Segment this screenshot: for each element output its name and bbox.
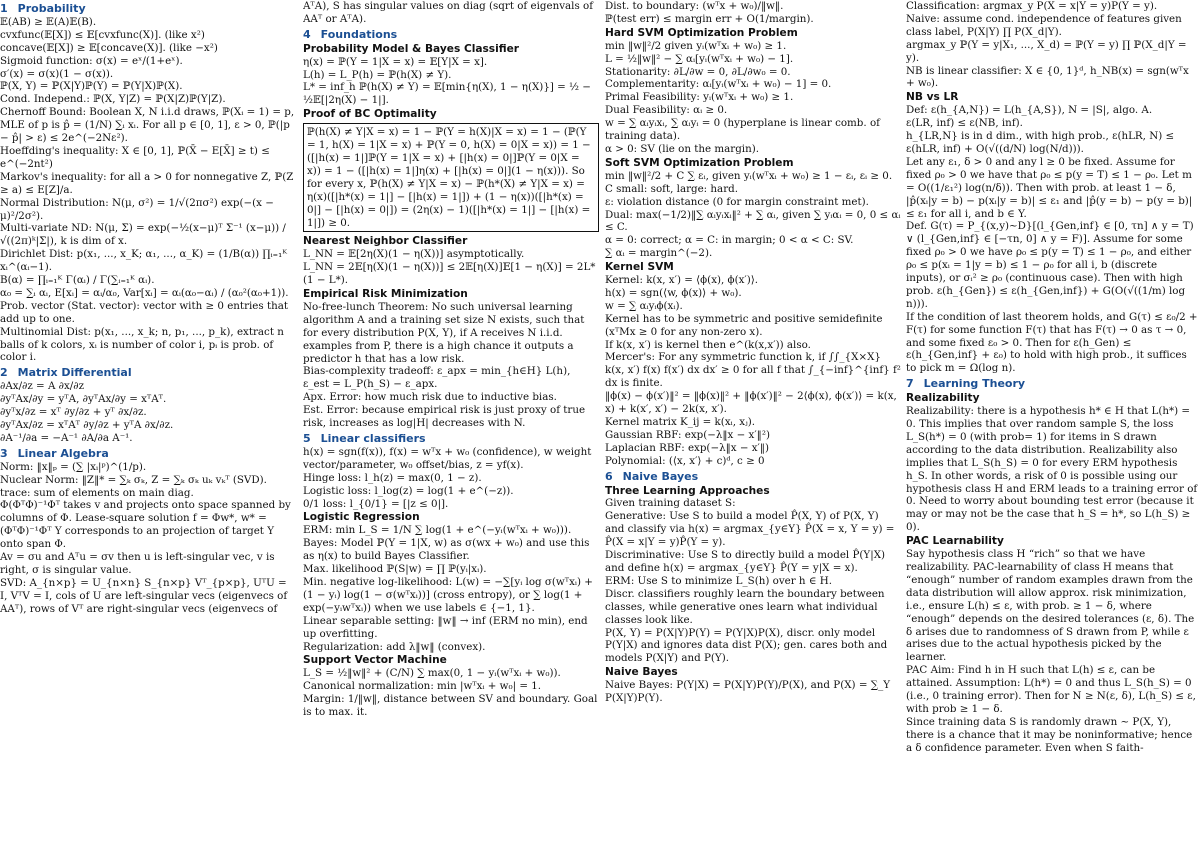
text-line: α₀ = ∑ᵢ αᵢ, E[xᵢ] = αᵢ/α₀, Var[xᵢ] = αᵢ(α₀−αᵢ) / (α₀²(α₀+1)).	[0, 286, 289, 299]
text-line: L = ½‖w‖² − ∑ αᵢ[yᵢ(wᵀxᵢ + w₀) − 1].	[605, 52, 794, 65]
section-heading	[0, 3, 296, 16]
text-line: Since training data S is randomly drawn ∼ P(X, Y), there is a chance that it may be noninformative; hence a δ confidence parameter. Even when S faith-	[906, 715, 1193, 754]
text-line: Let any ε₁, δ > 0 and any l ≥ 0 be fixed. Assume for fixed ρ₀ > 0 we have that ρ₀ ≤ p(y = T) ≤ 1 − ρ₀. Let m = O((1/ε₁²) log(n/δ)). Then with prob. at least 1 − δ, |p̂(xᵢ|y = b) − p(xᵢ|y = b)| ≤ ε₁ and |p̂(y = b) − p(y = b)| ≤ ε₁ for all i, and b ∈ Y.	[906, 155, 1193, 220]
text-line: concave(𝔼[X]) ≥ 𝔼[concave(X)]. (like −x²)	[0, 41, 218, 54]
subsection-heading: Support Vector Machine	[303, 654, 447, 667]
subsection-heading: Proof of BC Optimality	[303, 108, 437, 121]
text-line: Kernel matrix K_ij = k(xᵢ, xⱼ).	[605, 416, 756, 428]
section-number: 2	[0, 366, 8, 380]
text-line: Say hypothesis class H “rich” so that we have realizability. PAC-learnability of class H means that “enough” number of random examples drawn from the data distribution will allow approx. risk minimization, i.e., ensure L(h) ≤ ε, with prob. ≥ 1 − δ, where “enough” depends on the desired tolerances (ε, δ). The δ arises due to randomness of S drawn from P, while ε arises due to the actual hypothesis picked by the learner.	[906, 548, 1195, 664]
subsection-heading: Realizability	[906, 392, 980, 405]
section-title: Naive Bayes	[622, 469, 699, 483]
text-line: Gaussian RBF: exp(−λ‖x − x′‖²)	[605, 428, 770, 441]
column-1	[0, 0, 296, 849]
text-line: α > 0: SV (lie on the margin).	[605, 142, 760, 155]
text-line: min ‖w‖²/2 + C ∑ εᵢ, given yᵢ(wᵀxᵢ + w₀) ≥ 1 − εᵢ, εᵢ ≥ 0.	[605, 169, 893, 182]
text-line: Canonical normalization: min |wᵀxᵢ + w₀| = 1.	[303, 680, 542, 693]
text-line: ∂yᵀAx/∂z = xᵀAᵀ ∂y/∂z + yᵀA ∂x/∂z.	[0, 419, 174, 431]
text-line: Bias-complexity tradeoff: ε_apx = min_{h∈H} L(h), ε_est = L_P(h_S) − ε_apx.	[303, 365, 571, 391]
section-number: 5	[303, 432, 311, 445]
text-line: Est. Error: because empirical risk is just proxy of true risk, increases as log|H| decreases with N.	[303, 404, 586, 430]
text-line: Discr. classifiers roughly learn the boundary between classes, while generative ones learn what individual classes look like.	[605, 587, 885, 626]
text-line: Naive: assume cond. independence of features given class label, P(X|Y) ∏ P(X_d|Y).	[906, 12, 1182, 38]
text-line: argmax_y ℙ(Y = y|X₁, ..., X_d) = ℙ(Y = y) ∏ ℙ(X_d|Y = y).	[906, 38, 1187, 64]
subsection-heading: Logistic Regression	[303, 511, 420, 524]
text-line: PAC Aim: Find h in H such that L(h) ≤ ε, can be attained. Assumption: L(h*) = 0 and thus L_S(h_S) = 0 (i.e., 0 training error). Then for N ≥ N(ε, δ), L(h_S) ≤ ε, with prob ≥ 1 − δ.	[906, 664, 1196, 715]
text-line: Normal Distribution: N(μ, σ²) = 1/√(2πσ²) exp(−(x − μ)²/2σ²).	[0, 196, 274, 222]
text-line: Dist. to boundary: (wᵀx + w₀)/‖w‖.	[605, 0, 784, 12]
subsection-heading: Nearest Neighbor Classifier	[303, 235, 468, 248]
text-line: Discriminative: Use S to directly build a model P̂(Y|X) and define h(x) = argmax_{y∈Y} P̂(Y = y|X = x).	[605, 549, 886, 574]
text-line: Dual Feasibility: αᵢ ≥ 0.	[605, 104, 728, 117]
text-line: ∑ αᵢ = margin^(−2).	[605, 247, 713, 260]
text-line: ∂A⁻¹/∂a = −A⁻¹ ∂A/∂a A⁻¹.	[0, 431, 133, 444]
section-number: 1	[0, 2, 8, 15]
text-line: B(α) = ∏ᵢ₌₁ᴷ Γ(αᵢ) / Γ(∑ᵢ₌₁ᴷ αᵢ).	[0, 274, 155, 287]
text-line: h(x) = sgn(⟨w, ϕ(x)⟩ + w₀).	[605, 286, 742, 299]
text-line: Norm: ‖x‖ₚ = (∑ |xᵢ|ᵖ)^(1/p).	[0, 460, 147, 473]
text-line: min ‖w‖²/2 given yᵢ(wᵀxᵢ + w₀) ≥ 1.	[605, 39, 787, 52]
text-line: Realizability: there is a hypothesis h* ∈ H that L(h*) = 0. This implies that over random sample S, the loss L_S(h*) = 0 (with prob= 1) for items in S drawn according to the data distribution. Realizability also implies that L_S(h_S) = 0 for every ERM hypothesis h_S. In other words, a risk of 0 is possible using our hypothesis class H and ERM leads to a training error of 0. Need to worry about bounding test error (because it may or may not be the case that h_S = h*, so L(h_S) ≥ 0).	[906, 405, 1198, 534]
text-line: w = ∑ αᵢyᵢxᵢ, ∑ αᵢyᵢ = 0 (hyperplane is linear comb. of training data).	[605, 117, 880, 143]
text-line: ℙ(X, Y) = ℙ(X|Y)ℙ(Y) = ℙ(Y|X)ℙ(X).	[0, 80, 183, 93]
section-heading	[0, 448, 296, 461]
text-line: Min. negative log-likelihood: L(w) = −∑[yᵢ log σ(wᵀxᵢ) + (1 − yᵢ) log(1 − σ(wᵀxᵢ))] (cross entropy), or ∑ log(1 + exp(−yᵢwᵀxᵢ)) when we use labels ∈ {−1, 1}.	[303, 575, 593, 614]
text-line: Laplacian RBF: exp(−λ‖x − x′‖)	[605, 441, 770, 454]
text-line: Primal Feasibility: yᵢ(wᵀxᵢ + w₀) ≥ 1.	[605, 91, 794, 104]
text-line: Markov's inequality: for all a > 0 for nonnegative Z, ℙ(Z ≥ a) ≤ E[Z]/a.	[0, 170, 294, 196]
text-line: Linear separable setting: ‖w‖ → inf (ERM no min), end up overfitting.	[303, 614, 588, 640]
section-title: Learning Theory	[923, 377, 1026, 391]
text-line: Φ(ΦᵀΦ)⁻¹Φᵀ takes v and projects onto space spanned by columns of Φ. Lease-square solution f = Φw*, w* = (ΦᵀΦ)⁻¹Φᵀ Y corresponds to an projection of target Y onto span Φ.	[0, 499, 291, 551]
section-title: Linear Algebra	[17, 446, 109, 460]
text-line: NB is linear classifier: X ∈ {0, 1}ᵈ, h_NB(x) = sgn(wᵀx + w₀).	[906, 64, 1189, 90]
text-line: Def. G(τ) = P_{(x,y)∼D}[(l_{Gen,inf} ∈ [0, τn] ∧ y = T) ∨ (l_{Gen,inf} ∈ [−τn, 0] ∧ y = F)]. Assume for some fixed ρ₀ > 0 we have ρ₀ ≤ p(y = T) ≤ 1 − ρ₀, and either ρ₀ ≤ p(xᵢ = 1|y = b) ≤ 1 − ρ₀ for all i, b (discrete inputs), or σᵢ² ≥ ρ₀ (continuous case). Then with high prob. ε(h_{Gen}) ≤ ε(h_{Gen,inf}) + G(O(√((1/m) log n))).	[906, 220, 1194, 310]
section-heading	[0, 367, 296, 380]
text-line: Given training dataset S:	[605, 497, 736, 510]
text-line: Prob. vector (Stat. vector): vector with ≥ 0 entries that add up to one.	[0, 299, 288, 325]
text-line: Dirichlet Dist: p(x₁, ..., x_K; α₁, ..., α_K) = (1/B(α)) ∏ᵢ₌₁ᴷ xᵢ^(αᵢ−1).	[0, 248, 288, 274]
text-line: Classification: argmax_y P(X = x|Y = y)P(Y = y).	[906, 0, 1158, 12]
text-line: Hoeffding's inequality: X ∈ [0, 1], ℙ(X̄ − E[X̄] ≥ t) ≤ e^(−2nt²)	[0, 144, 270, 170]
section-heading	[605, 471, 901, 484]
text-line: Hinge loss: l_h(z) = max(0, 1 − z).	[303, 471, 482, 484]
text-line: L_NN = 𝔼[2η(X)(1 − η(X))] asymptotically.	[303, 248, 525, 261]
text-line: C small: soft, large: hard.	[605, 182, 738, 195]
text-line: Mercer's: For any symmetric function k, if ∫∫_{X×X} k(x, x′) f(x) f(x′) dx dx′ ≥ 0 for all f that ∫_{−inf}^{inf} f² dx is finite.	[605, 351, 901, 390]
text-line: h(x) = sgn(f(x)), f(x) = wᵀx + w₀ (confidence), w weight vector/parameter, w₀ offset/bias, z = yf(x).	[303, 445, 592, 471]
section-title: Matrix Differential	[17, 366, 132, 380]
text-line: Multinomial Dist: p(x₁, ..., x_k; n, p₁, ..., p_k), extract n balls of k colors, xᵢ is number of color i, pᵢ is prob. of color i.	[0, 325, 284, 364]
subsection-heading: Probability Model & Bayes Classifier	[303, 42, 520, 55]
text-line: ε(LR, inf) ≤ ε(NB, inf).	[906, 117, 1023, 130]
subsection-heading: Naive Bayes	[605, 666, 678, 679]
text-line: ERM: min L_S = 1/N ∑ log(1 + e^(−yᵢ(wᵀxᵢ + w₀))).	[303, 524, 572, 537]
text-line: Av = σu and Aᵀu = σv then u is left-singular vec, v is right, σ is singular value.	[0, 551, 275, 576]
section-title: Probability	[17, 2, 86, 15]
subsection-heading: Three Learning Approaches	[605, 484, 770, 497]
text-line: No-free-lunch Theorem: No such universal learning algorithm A and a training set size N exists, such that for every distribution P(X, Y), if A receives N i.i.d. examples from P, there is a high chance it outputs a predictor h that has a low risk.	[303, 300, 585, 365]
text-line: w = ∑ αᵢyᵢϕ(xᵢ).	[605, 299, 683, 312]
text-line: ∂Ax/∂z = A ∂x/∂z	[0, 380, 85, 393]
subsection-heading: Empirical Risk Minimization	[303, 288, 468, 301]
text-line: cvxfunc(𝔼[X]) ≤ 𝔼[cvxfunc(X)]. (like x²)	[0, 28, 205, 41]
subsection-heading: Hard SVM Optimization Problem	[605, 26, 798, 39]
text-line: ε: violation distance (0 for margin constraint met).	[605, 195, 869, 208]
text-line: Chernoff Bound: Boolean X, N i.i.d draws, ℙ(Xᵢ = 1) = p, MLE of p is p̂ = (1/N) ∑ᵢ xᵢ. For all p ∈ [0, 1], ε > 0, ℙ(|p − p̂| > ε) ≤ 2e^(−2Nε²).	[0, 106, 295, 145]
text-line: Regularization: add λ‖w‖ (convex).	[303, 640, 486, 653]
subsection-heading: NB vs LR	[906, 91, 959, 104]
text-line: L_NN = 2𝔼[η(X)(1 − η(X))] ≤ 2𝔼[η(X)]𝔼[1 − η(X)] = 2L*(1 − L*).	[303, 261, 596, 287]
text-line: Kernel: k(x, x′) = ⟨ϕ(x), ϕ(x′)⟩.	[605, 274, 759, 287]
section-title: Linear classifiers	[320, 432, 426, 445]
text-line: Dual: max(−1/2)‖∑ αᵢyᵢxᵢ‖² + ∑ αᵢ, given ∑ yᵢαᵢ = 0, 0 ≤ αᵢ ≤ C.	[605, 208, 901, 234]
text-line: L* = inf_h ℙ(h(X) ≠ Y) = 𝔼[min{η(X), 1 − η(X)}] = ½ − ½𝔼[|2η(X) − 1|].	[303, 81, 591, 107]
text-line: P(X, Y) = P(X|Y)P(Y) = P(Y|X)P(X), discr. only model P(Y|X) and ignores data dist P(X); gen. cares both and models P(X|Y) and P(Y).	[605, 626, 888, 665]
section-heading	[906, 378, 1200, 391]
text-line: Naive Bayes: P(Y|X) = P(X|Y)P(Y)/P(X), and P(X) = ∑_Y P(X|Y)P(Y).	[605, 679, 891, 705]
text-line: Apx. Error: how much risk due to inductive bias.	[303, 391, 557, 404]
text-line: Sigmoid function: σ(x) = eˣ/(1+eˣ).	[0, 54, 183, 67]
text-line: Cond. Independ.: ℙ(X, Y|Z) = ℙ(X|Z)ℙ(Y|Z).	[0, 93, 226, 106]
text-line: SVD: A_{n×p} = U_{n×n} S_{n×p} Vᵀ_{p×p}, UᵀU = I, VᵀV = I, cols of U are left-singular vecs (eigenvecs of AAᵀ), rows of Vᵀ are right-singular vecs (eigenvecs of	[0, 576, 288, 615]
text-line: Bayes: Model ℙ(Y = 1|X, w) as σ(wx + w₀) and use this as η(x) to build Bayes Classifier.	[303, 537, 590, 563]
column-4	[906, 0, 1200, 849]
section-number: 3	[0, 446, 8, 460]
text-line: Polynomial: (⟨x, x′⟩ + c)ᵈ, c ≥ 0	[605, 454, 765, 467]
text-line: Multi-variate ND: N(μ, Σ) = exp(−½(x−μ)ᵀ Σ⁻¹ (x−μ)) / √((2π)ᵏ|Σ|), k is dim of x.	[0, 222, 286, 248]
text-line: AᵀA), S has singular values on diag (sqrt of eigenvals of AAᵀ or AᵀA).	[303, 0, 594, 25]
text-line: h_{LR,N} is in d dim., with high prob., ε(hLR, N) ≤ ε(hLR, inf) + O(√((d/N) log(N/d))).	[906, 130, 1175, 155]
text-line: If k(x, x′) is kernel then e^(k(x,x′)) also.	[605, 338, 811, 351]
text-line: 𝔼(AB) ≥ 𝔼(A)𝔼(B).	[0, 15, 97, 28]
text-line: L_S = ½‖w‖² + (C/N) ∑ max(0, 1 − yᵢ(wᵀxᵢ + w₀)).	[303, 667, 561, 680]
text-line: η(x) = ℙ(Y = 1|X = x) = 𝔼[Y|X = x].	[303, 55, 488, 68]
text-line: σ′(x) = σ(x)(1 − σ(x)).	[0, 67, 114, 80]
text-line: Max. likelihood ℙ(S|w) = ∏ ℙ(yᵢ|xᵢ).	[303, 563, 487, 576]
column-2	[303, 0, 599, 849]
text-line: Margin: 1/‖w‖, distance between SV and boundary. Goal is to max. it.	[303, 693, 598, 719]
text-line: ∂yᵀx/∂z = xᵀ ∂y/∂z + yᵀ ∂x/∂z.	[0, 406, 147, 419]
text-line: Stationarity: ∂L/∂w = 0, ∂L/∂w₀ = 0.	[605, 65, 791, 78]
text-line: Def: ε(h_{A,N}) = L(h_{A,S}), N = |S|, algo. A.	[906, 104, 1153, 117]
text-line: trace: sum of elements on main diag.	[0, 486, 194, 499]
text-line: 0/1 loss: l_{0/1} = [|z ≤ 0|].	[303, 497, 449, 510]
subsection-heading: Soft SVM Optimization Problem	[605, 156, 794, 169]
text-line: α = 0: correct; α = C: in margin; 0 < α < C: SV.	[605, 234, 854, 247]
section-title: Foundations	[320, 27, 398, 41]
column-3	[605, 0, 901, 849]
text-line: ERM: Use S to minimize L_S(h) over h ∈ H.	[605, 574, 832, 587]
proof-box: ℙ(h(X) ≠ Y|X = x) = 1 − ℙ(Y = h(X)|X = x) = 1 − (ℙ(Y = 1, h(X) = 1|X = x) + ℙ(Y = 0, h(X) = 0|X = x)) = 1 − ([|h(x) = 1|]ℙ(Y = 1|X = x) + [|h(x) = 0|]ℙ(Y = 0|X = x)) = 1 − ([|h(x) = 1|]η(x) + [|h(x) = 0|](1 − η(x))). So for every x, ℙ(h(X) ≠ Y|X = x) − ℙ(h*(X) ≠ Y|X = x) = η(x)([|h*(x) = 1|] − [|h(x) = 1|]) + (1 − η(x))([|h*(x) = 0|] − [|h(x) = 0|]) = (2η(x) − 1)([|h*(x) = 1|] − [|h(x) = 1|]) ≥ 0.	[303, 123, 599, 232]
text-line: ℙ(test err) ≤ margin err + O(1/margin).	[605, 12, 814, 25]
text-line: ∂yᵀAx/∂y = yᵀA, ∂yᵀAx/∂y = xᵀAᵀ.	[0, 393, 167, 406]
section-number: 4	[303, 27, 311, 41]
text-line: Kernel has to be symmetric and positive semidefinite (xᵀMx ≥ 0 for any non-zero x).	[605, 312, 883, 338]
text-line: Logistic loss: l_log(z) = log(1 + e^(−z)).	[303, 484, 514, 497]
text-line: Complementarity: αᵢ[yᵢ(wᵀxᵢ + w₀) − 1] = 0.	[605, 78, 832, 91]
section-number: 7	[906, 377, 914, 391]
section-heading	[303, 433, 599, 446]
text-line: ‖ϕ(x) − ϕ(x′)‖² = ‖ϕ(x)‖² + ‖ϕ(x′)‖² − 2⟨ϕ(x), ϕ(x′)⟩ = k(x, x) + k(x′, x′) − 2k(x, x′).	[605, 390, 897, 416]
text-line: Generative: Use S to build a model P̂(X, Y) of P(X, Y) and classify via h(x) = argmax_{y∈Y} P̂(X = x, Y = y) = P̂(X = x|Y = y)P̂(Y = y).	[605, 510, 895, 549]
subsection-heading: Kernel SVM	[605, 261, 674, 274]
text-line: If the condition of last theorem holds, and G(τ) ≤ ε₀/2 + F(τ) for some function F(τ) that has F(τ) → 0 as τ → 0, and some fixed ε₀ > 0. Then for ε(h_Gen) ≤ ε(h_{Gen,inf} + ε₀) to hold with high prob., it suffices to pick m = Ω(log n).	[906, 310, 1198, 375]
section-heading	[303, 29, 599, 42]
subsection-heading: PAC Learnability	[906, 535, 1004, 548]
text-line: Nuclear Norm: ‖Z‖* = ∑ₖ σₖ, Z = ∑ₖ σₖ uₖ vₖᵀ (SVD).	[0, 473, 267, 486]
text-line: L(h) = L_P(h) = ℙ(h(X) ≠ Y).	[303, 68, 452, 81]
section-number: 6	[605, 469, 613, 483]
